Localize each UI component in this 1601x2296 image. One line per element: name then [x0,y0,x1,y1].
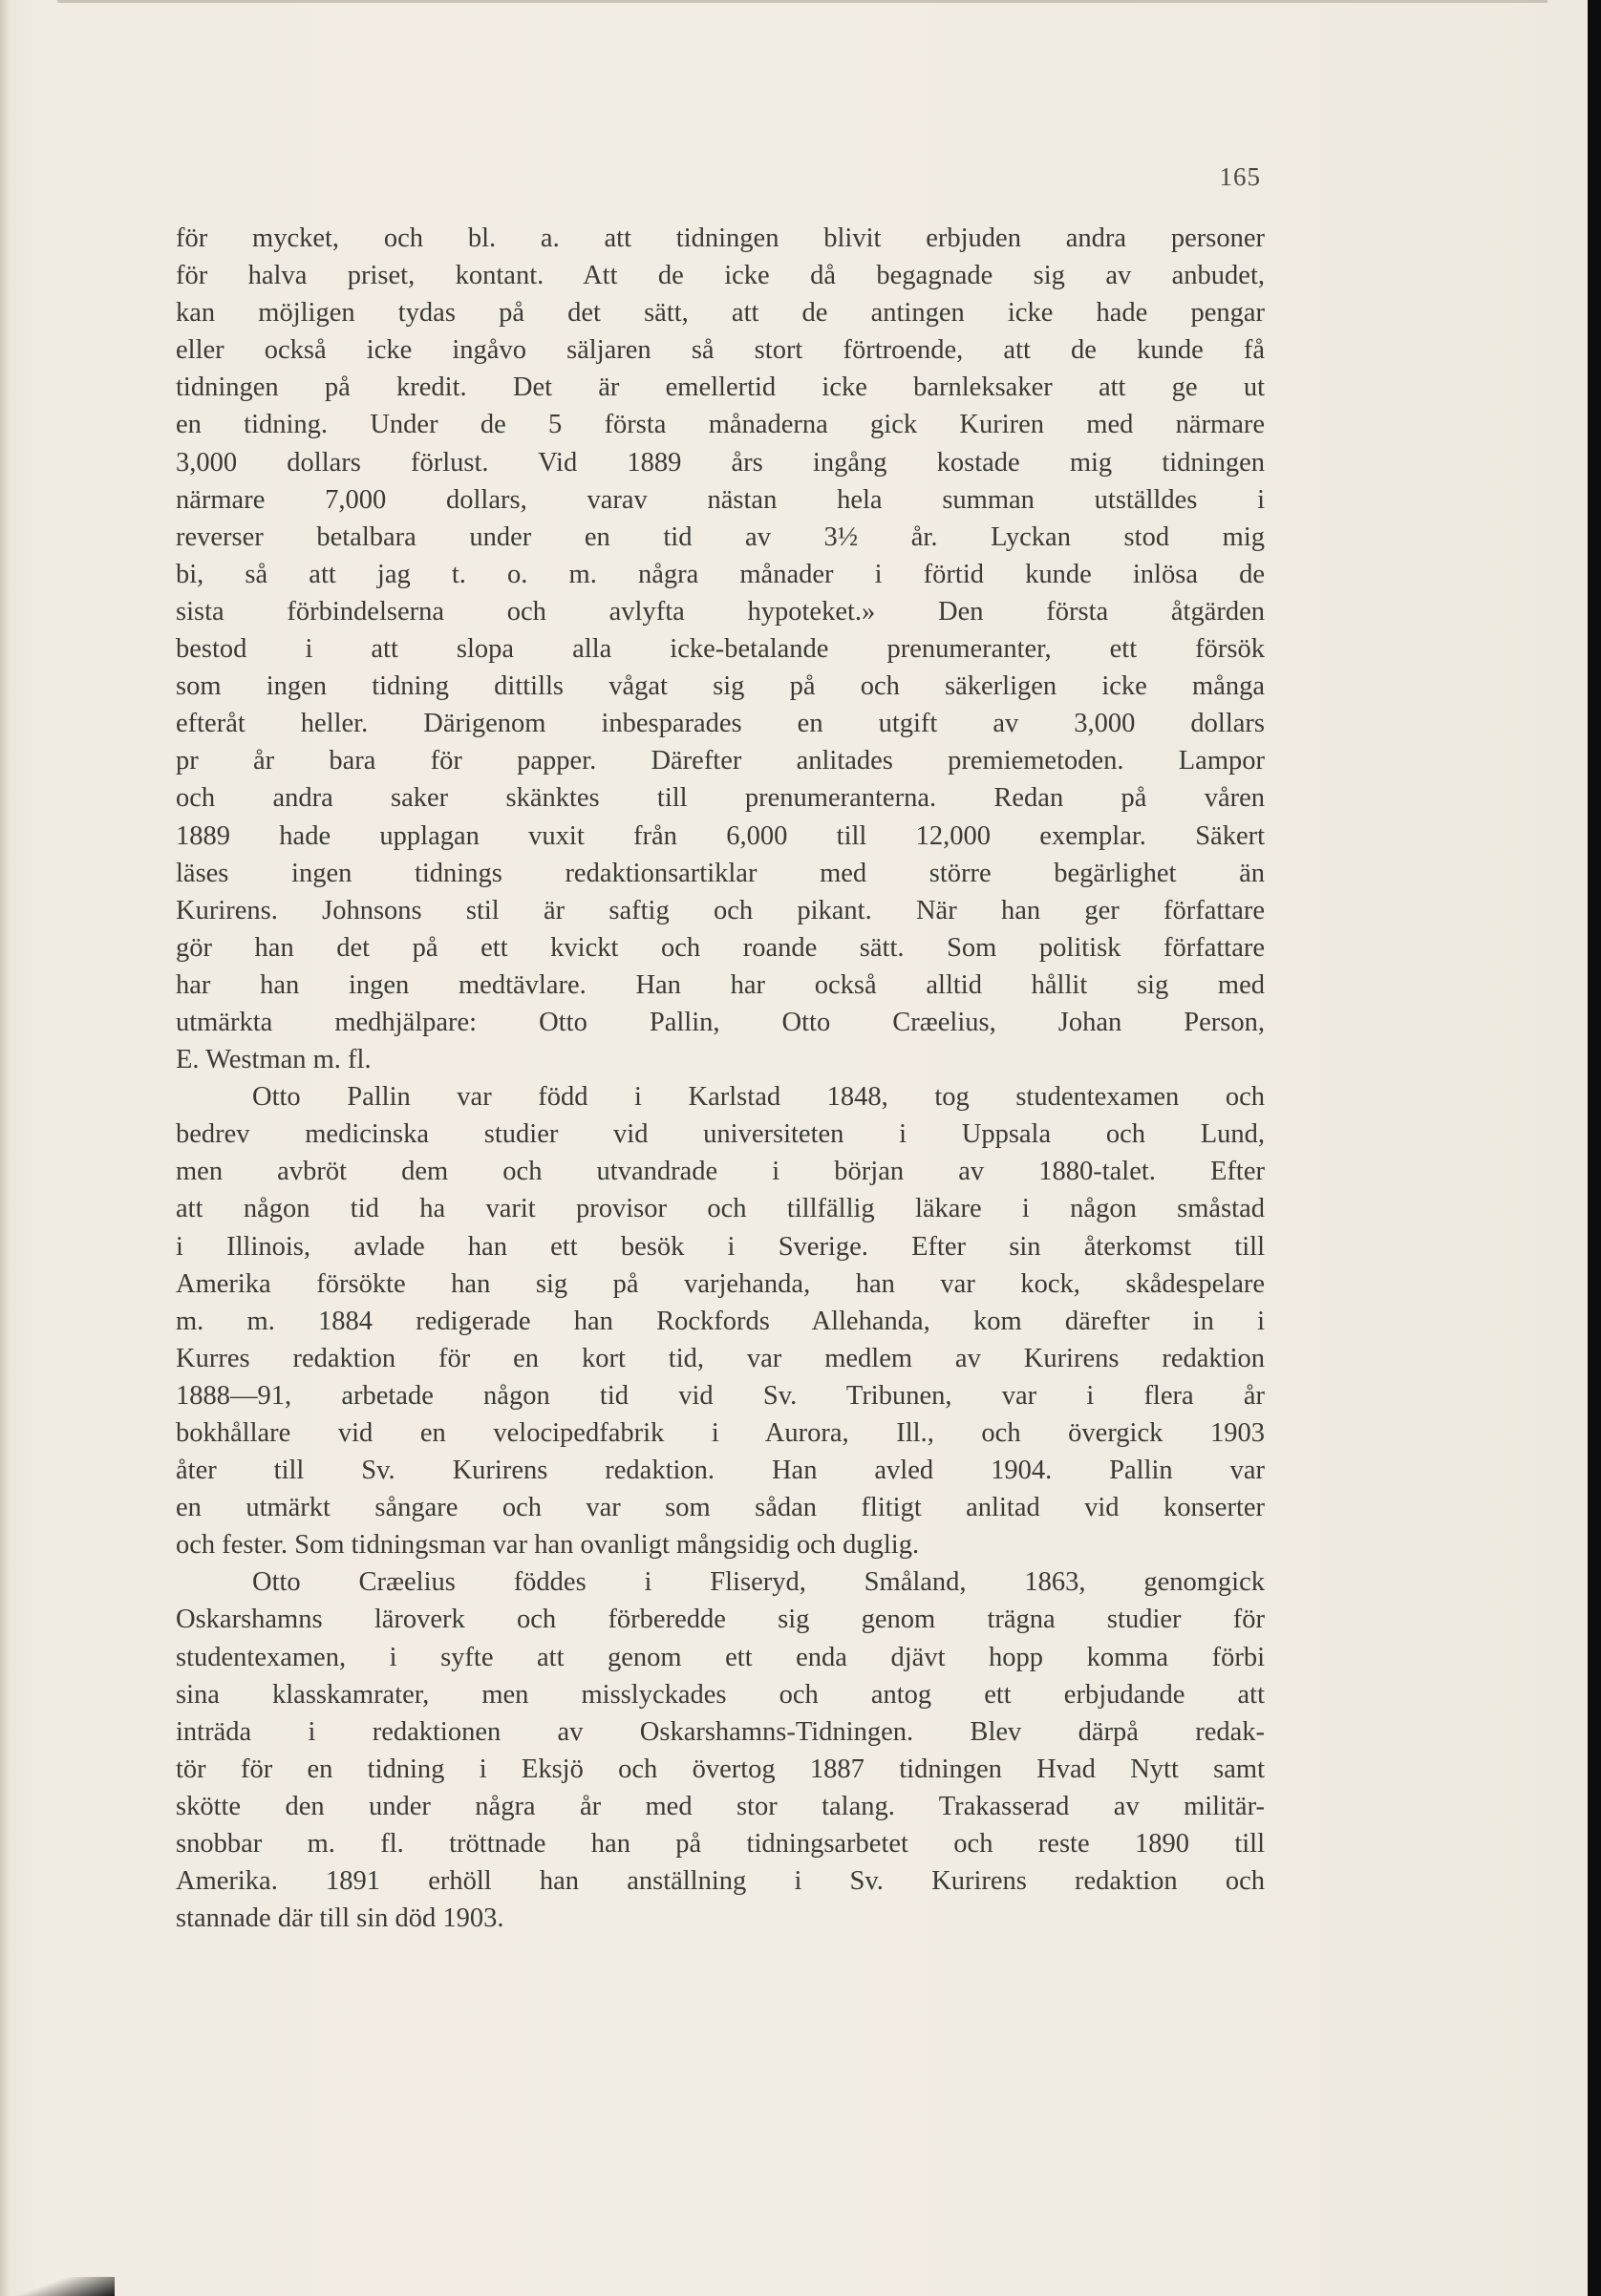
text-line: reverser betalbara under en tid av 3½ år. Lyckan stod mig [176,521,1265,552]
text-line: en utmärkt sångare och var som sådan flitigt anlitad vid konserter [176,1493,1265,1523]
text-line: åter till Sv. Kurirens redaktion. Han avled 1904. Pallin var [176,1456,1265,1486]
text-line: Oskarshamns läroverk och förberedde sig genom trägna studier för [176,1605,1265,1635]
text-line: Otto Cræelius föddes i Fliseryd, Småland, 1863, genomgick [252,1567,1265,1598]
text-line: har han ingen medtävlare. Han har också alltid hållit sig med [176,969,1265,1000]
text-line: en tidning. Under de 5 första månaderna gick Kuriren med närmare [176,410,1265,440]
text-line: 3,000 dollars förlust. Vid 1889 års ingång kostade mig tidningen [176,447,1265,478]
text-line: i Illinois, avlade han ett besök i Sverige. Efter sin återkomst till [176,1231,1265,1262]
text-line: utmärkta medhjälpare: Otto Pallin, Otto Cræelius, Johan Person, [176,1007,1265,1037]
text-line: bedrev medicinska studier vid universiteten i Uppsala och Lund, [176,1119,1265,1150]
text-line: Kurres redaktion för en kort tid, var medlem av Kurirens redaktion [176,1343,1265,1373]
text-line: inträda i redaktionen av Oskarshamns-Tidningen. Blev därpå redak- [176,1716,1265,1747]
binding-shadow [0,0,10,2296]
text-line: skötte den under några år med stor talang. Trakasserad av militär- [176,1791,1265,1821]
text-line: bi, så att jag t. o. m. några månader i förtid kunde inlösa de [176,559,1265,589]
scan-corner-shadow [0,2277,115,2296]
text-line: för mycket, och bl. a. att tidningen blivit erbjuden andra personer [176,223,1265,253]
text-line: Kurirens. Johnsons stil är saftig och pikant. När han ger författare [176,895,1265,925]
text-line: bokhållare vid en velocipedfabrik i Aurora, Ill., och övergick 1903 [176,1418,1265,1448]
text-line: att någon tid ha varit provisor och tillfällig läkare i någon småstad [176,1194,1265,1224]
text-line: kan möjligen tydas på det sätt, att de antingen icke hade pengar [176,298,1265,329]
body-text [176,220,1265,1937]
text-line: gör han det på ett kvickt och roande sätt. Som politisk författare [176,932,1265,963]
text-line: stannade där till sin död 1903. [176,1903,504,1934]
text-line: Amerika. 1891 erhöll han anställning i Sv. Kurirens redaktion och [176,1866,1265,1897]
text-line: sista förbindelserna och avlyfta hypoteket.» Den första åtgärden [176,596,1265,627]
text-line: pr år bara för papper. Därefter anlitades premiemetoden. Lampor [176,746,1265,776]
text-line: läses ingen tidnings redaktionsartiklar med större begärlighet än [176,858,1265,888]
scan-border-right [1588,0,1601,2296]
text-line: efteråt heller. Därigenom inbesparades en utgift av 3,000 dollars [176,709,1265,739]
text-line: Amerika försökte han sig på varjehanda, han var kock, skådespelare [176,1268,1265,1299]
text-line: och andra saker skänktes till prenumeranterna. Redan på våren [176,783,1265,814]
text-line: och fester. Som tidningsman var han ovanligt mångsidig och duglig. [176,1530,920,1561]
page-number: 165 [1219,162,1261,191]
text-line: 1888—91, arbetade någon tid vid Sv. Tribunen, var i flera år [176,1380,1265,1411]
text-line: för halva priset, kontant. Att de icke då begagnade sig av anbudet, [176,261,1265,291]
page-top-edge [57,0,1548,3]
text-line: tör för en tidning i Eksjö och övertog 1887 tidningen Hvad Nytt samt [176,1754,1265,1784]
text-line: som ingen tidning dittills vågat sig på och säkerligen icke många [176,671,1265,702]
text-line: men avbröt dem och utvandrade i början av 1880-talet. Efter [176,1157,1265,1187]
text-line: Otto Pallin var född i Karlstad 1848, tog studentexamen och [252,1082,1265,1113]
text-line: närmare 7,000 dollars, varav nästan hela summan utställdes i [176,484,1265,515]
text-line: eller också icke ingåvo säljaren så stort förtroende, att de kunde få [176,335,1265,366]
text-line: studentexamen, i syfte att genom ett enda djävt hopp komma förbi [176,1642,1265,1672]
text-line: m. m. 1884 redigerade han Rockfords Allehanda, kom därefter in i [176,1306,1265,1336]
text-line: sina klasskamrater, men misslyckades och antog ett erbjudande att [176,1679,1265,1710]
text-line: snobbar m. fl. tröttnade han på tidningsarbetet och reste 1890 till [176,1829,1265,1860]
text-line: 1889 hade upplagan vuxit från 6,000 till 12,000 exemplar. Säkert [176,820,1265,851]
text-line: tidningen på kredit. Det är emellertid icke barnleksaker att ge ut [176,372,1265,403]
text-line: E. Westman m. fl. [176,1045,372,1075]
text-line: bestod i att slopa alla icke-betalande prenumeranter, ett försök [176,634,1265,665]
